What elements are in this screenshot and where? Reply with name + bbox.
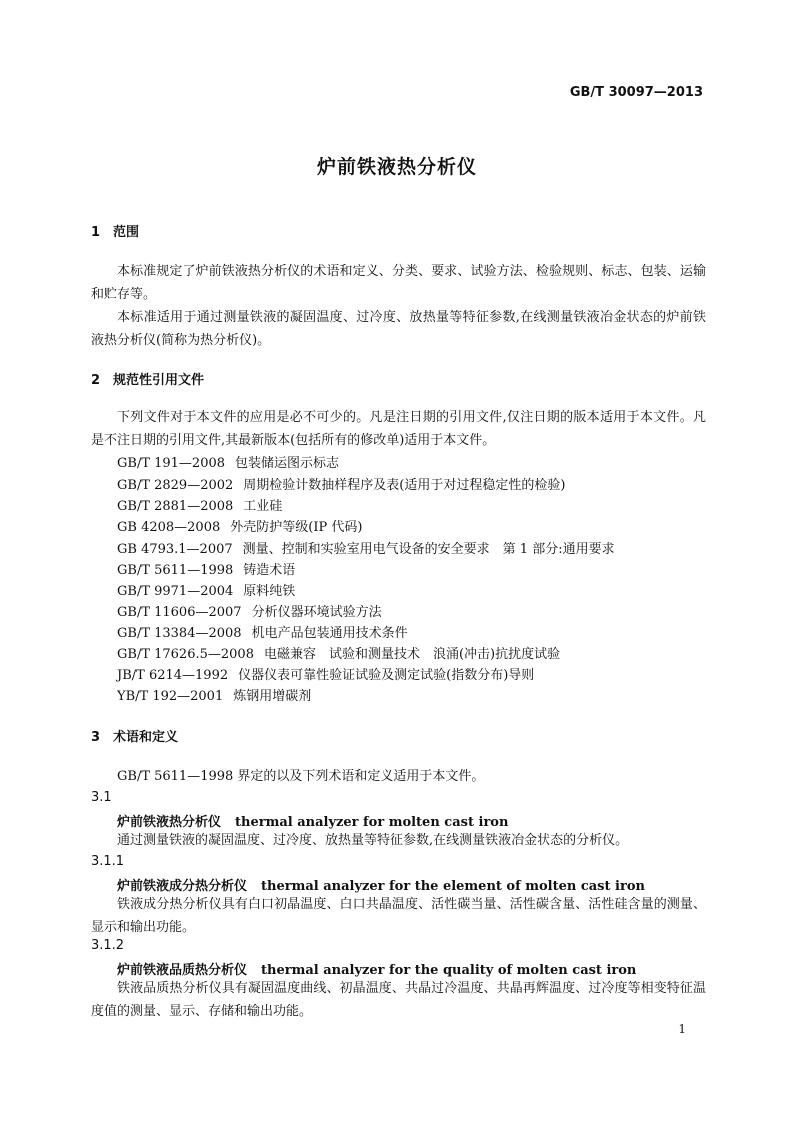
term-heading [117,811,508,830]
reference-item [117,516,362,535]
section-title: 术语和定义 [113,730,179,745]
section-number: 1 [91,225,101,240]
reference-title: 仪器仪表可靠性验证试验及测定试验(指数分布)导则 [238,668,535,683]
reference-title: 外壳防护等级(IP 代码) [230,520,363,535]
section-title: 范围 [113,225,140,240]
term-number: 3.1 [91,790,112,805]
reference-code: GB 4208—2008 [117,520,221,535]
reference-code: YB/T 192—2001 [117,689,224,704]
term-heading [117,875,645,894]
term-number: 3.1.1 [91,854,125,869]
reference-code: GB/T 2881—2008 [117,499,234,514]
document-title: 炉前铁液热分析仪 [316,156,477,178]
reference-item [117,559,295,578]
reference-item [117,622,408,641]
section-1-heading [91,221,139,240]
reference-title: 测量、控制和实验室用电气设备的安全要求 第 1 部分:通用要求 [242,542,615,557]
reference-title: 铸造术语 [243,563,296,578]
reference-title: 电磁兼容 试验和测量技术 浪涌(冲击)抗扰度试验 [263,647,561,662]
reference-code: GB/T 2829—2002 [117,478,234,493]
term-chinese: 炉前铁液成分热分析仪 [117,879,248,894]
reference-code: GB/T 17626.5—2008 [117,647,254,662]
term-number: 3.1.2 [91,938,125,953]
reference-code: GB 4793.1—2007 [117,542,233,557]
term-english: thermal analyzer for molten cast iron [235,815,509,830]
section-number: 3 [91,730,101,745]
term-english: thermal analyzer for the element of molten cast iron [261,879,645,894]
reference-code: GB/T 9971—2004 [117,584,234,599]
scope-paragraph-2: 本标准适用于通过测量铁液的凝固温度、过冷度、放热量等特征参数,在线测量铁液冶金状态的炉前铁液热分析仪(简称为热分析仪)。 [91,310,706,348]
reference-item [117,452,339,471]
term-chinese: 炉前铁液品质热分析仪 [117,963,248,978]
reference-title: 分析仪器环境试验方法 [251,605,382,620]
reference-title: 工业硅 [243,499,283,514]
section-title: 规范性引用文件 [113,373,205,388]
term-definition: 铁液成分热分析仪具有白口初晶温度、白口共晶温度、活性碳当量、活性碳含量、活性硅含量的测量、显示和输出功能。 [91,897,706,935]
reference-item [117,474,565,493]
section-3-heading [91,726,178,745]
page-number: 1 [678,1022,686,1036]
reference-code: GB/T 13384—2008 [117,626,242,641]
reference-title: 机电产品包装通用技术条件 [251,626,408,641]
scope-paragraph-1: 本标准规定了炉前铁液热分析仪的术语和定义、分类、要求、试验方法、检验规则、标志、包装、运输和贮存等。 [91,264,706,302]
standard-code-header: GB/T 30097—2013 [569,85,703,100]
reference-code: GB/T 11606—2007 [117,605,242,620]
reference-code: GB/T 191—2008 [117,456,226,471]
reference-item [117,580,295,599]
term-definition: 通过测量铁液的凝固温度、过冷度、放热量等特征参数,在线测量铁液冶金状态的分析仪。 [117,833,629,848]
reference-item [117,538,615,557]
reference-code: GB/T 5611—1998 [117,563,234,578]
reference-item [117,664,534,683]
reference-title: 原料纯铁 [243,584,296,599]
reference-item [117,643,560,662]
normative-references-intro: 下列文件对于本文件的应用是必不可少的。凡是注日期的引用文件,仅注日期的版本适用于本文件。凡是不注日期的引用文件,其最新版本(包括所有的修改单)适用于本文件。 [91,410,706,448]
reference-item [117,685,311,704]
reference-item [117,601,382,620]
term-chinese: 炉前铁液热分析仪 [117,815,222,830]
reference-title: 炼钢用增碳剂 [233,689,312,704]
reference-item [117,495,282,514]
term-heading [117,959,636,978]
section-2-heading [91,369,204,388]
reference-code: JB/T 6214—1992 [117,668,229,683]
reference-title: 周期检验计数抽样程序及表(适用于对过程稳定性的检验) [243,478,566,493]
term-english: thermal analyzer for the quality of molten cast iron [261,963,637,978]
terms-intro: GB/T 5611—1998 界定的以及下列术语和定义适用于本文件。 [117,769,485,784]
reference-title: 包装储运图示标志 [235,456,340,471]
section-number: 2 [91,373,101,388]
term-definition: 铁液品质热分析仪具有凝固温度曲线、初晶温度、共晶过冷温度、共晶再辉温度、过冷度等相变特征温度值的测量、显示、存储和输出功能。 [91,981,706,1019]
